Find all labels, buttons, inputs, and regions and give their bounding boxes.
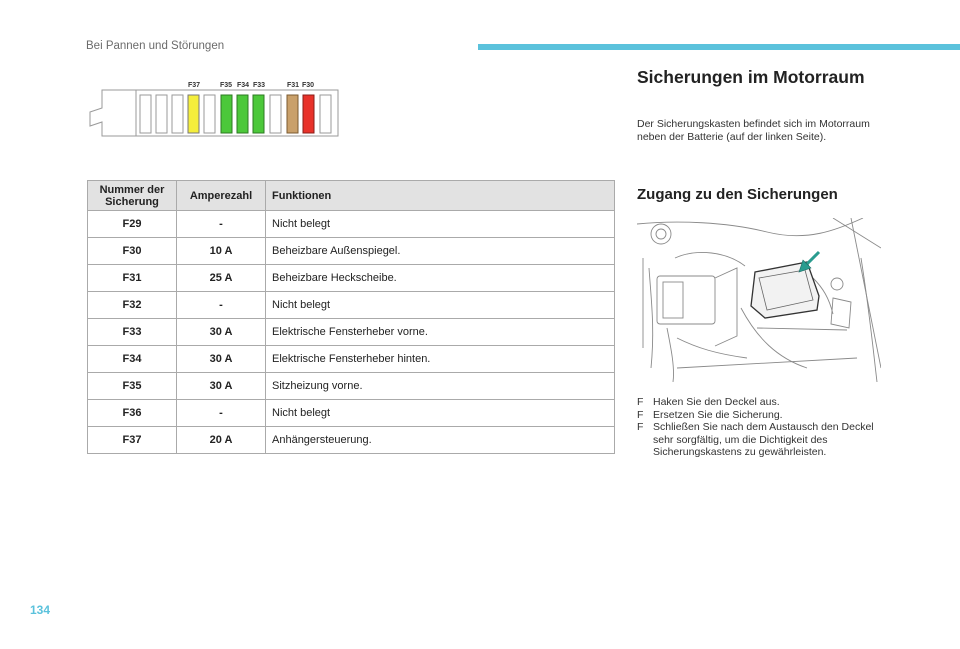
cell-fuse: F34 bbox=[88, 346, 177, 373]
section-header: Bei Pannen und Störungen bbox=[86, 40, 225, 52]
cell-amperage: 20 A bbox=[177, 427, 266, 454]
cell-function: Nicht belegt bbox=[266, 211, 615, 238]
fuse-f33 bbox=[253, 95, 264, 133]
fuse-f35 bbox=[221, 95, 232, 133]
table-row bbox=[88, 265, 615, 292]
cell-amperage: - bbox=[177, 292, 266, 319]
subsection-title: Zugang zu den Sicherungen bbox=[637, 186, 838, 203]
table-row bbox=[88, 346, 615, 373]
fuse-label-f33: F33 bbox=[253, 82, 266, 89]
fuse-label-f31: F31 bbox=[287, 82, 300, 89]
page-number: 134 bbox=[30, 603, 51, 617]
fuse-box-cover bbox=[751, 262, 819, 318]
fuse-label-f37: F37 bbox=[188, 82, 201, 89]
table-row bbox=[88, 427, 615, 454]
cell-function: Elektrische Fensterheber hinten. bbox=[266, 346, 615, 373]
fuse-f34 bbox=[237, 95, 248, 133]
list-item bbox=[637, 396, 887, 409]
cell-function: Nicht belegt bbox=[266, 292, 615, 319]
table-row bbox=[88, 373, 615, 400]
cell-amperage: - bbox=[177, 211, 266, 238]
step-text: Haken Sie den Deckel aus. bbox=[653, 396, 780, 408]
fuse-label-f34: F34 bbox=[237, 82, 250, 89]
cell-function: Nicht belegt bbox=[266, 400, 615, 427]
col-header-amperage: Amperezahl bbox=[177, 181, 266, 211]
cell-fuse: F32 bbox=[88, 292, 177, 319]
cell-function: Elektrische Fensterheber vorne. bbox=[266, 319, 615, 346]
cell-function: Beheizbare Außenspiegel. bbox=[266, 238, 615, 265]
cell-amperage: 30 A bbox=[177, 319, 266, 346]
cell-function: Beheizbare Heckscheibe. bbox=[266, 265, 615, 292]
instruction-list bbox=[637, 396, 887, 459]
list-item bbox=[637, 409, 887, 422]
fuse-f37 bbox=[188, 95, 199, 133]
section-title: Sicherungen im Motorraum bbox=[637, 67, 865, 87]
step-bullet: F bbox=[637, 396, 644, 408]
cell-fuse: F35 bbox=[88, 373, 177, 400]
cell-amperage: 10 A bbox=[177, 238, 266, 265]
cell-fuse: F33 bbox=[88, 319, 177, 346]
cell-fuse: F36 bbox=[88, 400, 177, 427]
engine-bay-illustration bbox=[637, 218, 881, 382]
cell-amperage: 25 A bbox=[177, 265, 266, 292]
cell-amperage: 30 A bbox=[177, 373, 266, 400]
fusebox-diagram bbox=[86, 80, 346, 140]
table-header-row bbox=[88, 181, 615, 211]
cell-amperage: 30 A bbox=[177, 346, 266, 373]
fuse-table bbox=[87, 180, 615, 454]
fuse-f31 bbox=[287, 95, 298, 133]
col-header-number: Nummer der Sicherung bbox=[88, 181, 177, 211]
step-bullet: F bbox=[637, 421, 644, 433]
table-row bbox=[88, 238, 615, 265]
cell-fuse: F31 bbox=[88, 265, 177, 292]
header-accent-bar bbox=[478, 44, 960, 50]
intro-paragraph: Der Sicherungskasten befindet sich im Motorraum neben der Batterie (auf der linken Seite). bbox=[637, 118, 870, 143]
fuse-label-f30: F30 bbox=[302, 82, 315, 89]
table-row bbox=[88, 211, 615, 238]
cell-function: Sitzheizung vorne. bbox=[266, 373, 615, 400]
step-text: Schließen Sie nach dem Austausch den Deckel sehr sorgfältig, um die Dichtigkeit des Sicherungskastens zu gewährleisten. bbox=[653, 421, 874, 458]
cell-fuse: F29 bbox=[88, 211, 177, 238]
table-row bbox=[88, 292, 615, 319]
cell-amperage: - bbox=[177, 400, 266, 427]
step-text: Ersetzen Sie die Sicherung. bbox=[653, 408, 783, 421]
cell-fuse: F37 bbox=[88, 427, 177, 454]
fuse-f30 bbox=[303, 95, 314, 133]
cell-fuse: F30 bbox=[88, 238, 177, 265]
table-row bbox=[88, 400, 615, 427]
table-row bbox=[88, 319, 615, 346]
cell-function: Anhängersteuerung. bbox=[266, 427, 615, 454]
col-header-functions: Funktionen bbox=[266, 181, 615, 211]
step-bullet: F bbox=[637, 408, 644, 421]
list-item bbox=[637, 421, 887, 459]
fuse-label-f35: F35 bbox=[220, 82, 233, 89]
